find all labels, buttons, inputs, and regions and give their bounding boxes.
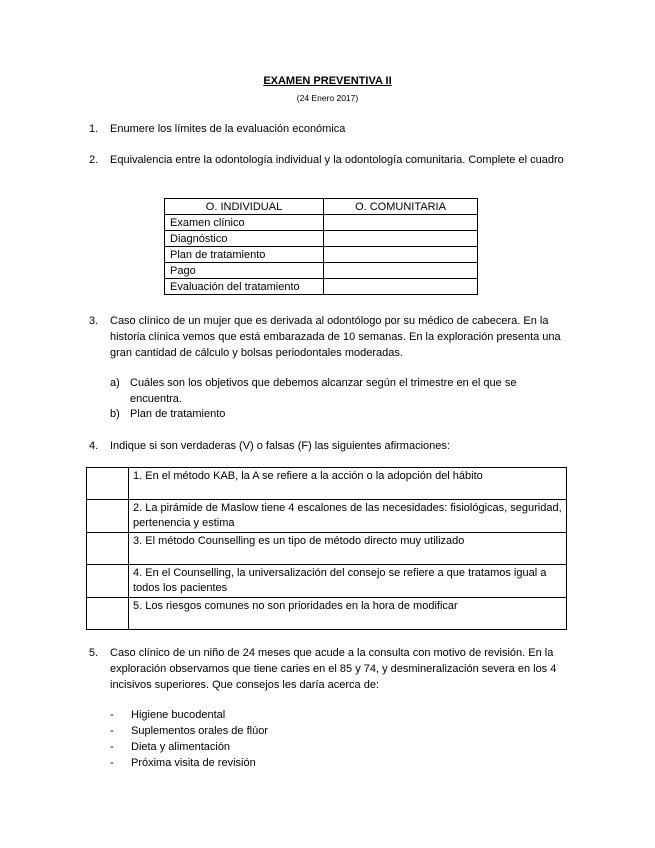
bullet-text: Suplementos orales de flúor bbox=[131, 725, 268, 737]
question-number: 1. bbox=[89, 123, 99, 135]
table-row bbox=[87, 565, 567, 598]
question-text: Indique si son verdaderas (V) o falsas (F) las siguientes afirmaciones: bbox=[110, 440, 450, 452]
answer-cell[interactable] bbox=[87, 468, 129, 500]
answer-cell[interactable] bbox=[87, 500, 129, 533]
bullet-text: Dieta y alimentación bbox=[131, 741, 231, 753]
question-3 bbox=[89, 313, 569, 361]
bullet-item bbox=[110, 739, 230, 755]
question-4 bbox=[89, 438, 569, 454]
table-header: O. INDIVIDUAL bbox=[165, 199, 324, 215]
sub-label: b) bbox=[110, 408, 120, 420]
table-row bbox=[87, 533, 567, 565]
table-cell: Pago bbox=[165, 263, 324, 279]
answer-cell[interactable] bbox=[324, 247, 478, 263]
answer-cell[interactable] bbox=[324, 215, 478, 231]
dash-icon: - bbox=[110, 725, 114, 737]
answer-cell[interactable] bbox=[324, 279, 478, 295]
true-false-table bbox=[86, 467, 567, 630]
question-number: 2. bbox=[89, 154, 99, 166]
question-number: 3. bbox=[89, 315, 99, 327]
answer-cell[interactable] bbox=[324, 231, 478, 247]
question-3-part-a bbox=[110, 375, 550, 407]
sub-label: a) bbox=[110, 377, 120, 389]
dash-icon: - bbox=[110, 757, 114, 769]
table-cell: Evaluación del tratamiento bbox=[165, 279, 324, 295]
answer-cell[interactable] bbox=[87, 533, 129, 565]
table-header: O. COMUNITARIA bbox=[324, 199, 478, 215]
equivalence-table bbox=[164, 198, 478, 295]
question-2 bbox=[89, 152, 569, 168]
question-3-part-b bbox=[110, 406, 550, 422]
statement-cell: 3. El método Counselling es un tipo de método directo muy utilizado bbox=[129, 533, 567, 565]
table-row bbox=[165, 279, 478, 295]
statement-cell: 4. En el Counselling, la universalización del consejo se refiere a que tratamos igual a todos los pacientes bbox=[129, 565, 567, 598]
question-1 bbox=[89, 121, 569, 137]
bullet-text: Próxima visita de revisión bbox=[131, 757, 256, 769]
table-row bbox=[165, 263, 478, 279]
table-cell: Diagnóstico bbox=[165, 231, 324, 247]
table-row bbox=[87, 500, 567, 533]
dash-icon: - bbox=[110, 709, 114, 721]
table-cell: Plan de tratamiento bbox=[165, 247, 324, 263]
answer-cell[interactable] bbox=[87, 598, 129, 630]
question-5 bbox=[89, 645, 569, 693]
bullet-item bbox=[110, 707, 225, 723]
table-row bbox=[165, 215, 478, 231]
bullet-item bbox=[110, 723, 268, 739]
statement-cell: 2. La pirámide de Maslow tiene 4 escalones de las necesidades: fisiológicas, seguridad, pertenencia y estima bbox=[129, 500, 567, 533]
question-text: Equivalencia entre la odontología individual y la odontología comunitaria. Complete el cuadro bbox=[110, 154, 564, 166]
bullet-item bbox=[110, 755, 256, 771]
question-text: Enumere los límites de la evaluación económica bbox=[110, 123, 346, 135]
exam-date: (24 Enero 2017) bbox=[296, 93, 359, 103]
bullet-text: Higiene bucodental bbox=[131, 709, 226, 721]
exam-title: EXAMEN PREVENTIVA II bbox=[263, 75, 392, 87]
question-number: 5. bbox=[89, 647, 99, 659]
dash-icon: - bbox=[110, 741, 114, 753]
question-number: 4. bbox=[89, 440, 99, 452]
table-cell: Examen clínico bbox=[165, 215, 324, 231]
table-row bbox=[165, 231, 478, 247]
question-text: Caso clínico de un mujer que es derivada al odontólogo por su médico de cabecera. En la historia clínica vemos que está embarazada de 10 semanas. En la exploración presenta una gran cantidad de cálculo y bolsas periodontales moderadas. bbox=[110, 315, 561, 359]
statement-cell: 5. Los riesgos comunes no son prioridades en la hora de modificar bbox=[129, 598, 567, 630]
statement-cell: 1. En el método KAB, la A se refiere a la acción o la adopción del hábito bbox=[129, 468, 567, 500]
table-row bbox=[165, 247, 478, 263]
sub-text: Cuáles son los objetivos que debemos alcanzar según el trimestre en el que se encuentra. bbox=[130, 377, 517, 405]
answer-cell[interactable] bbox=[87, 565, 129, 598]
table-row bbox=[87, 598, 567, 630]
table-row bbox=[87, 468, 567, 500]
answer-cell[interactable] bbox=[324, 263, 478, 279]
question-text: Caso clínico de un niño de 24 meses que acude a la consulta con motivo de revisión. En la exploración observamos que tiene caries en el 85 y 74, y desmineralización severa en los 4 incisivos superiores. Que consejos les daría acerca de: bbox=[110, 647, 557, 691]
sub-text: Plan de tratamiento bbox=[130, 408, 226, 420]
